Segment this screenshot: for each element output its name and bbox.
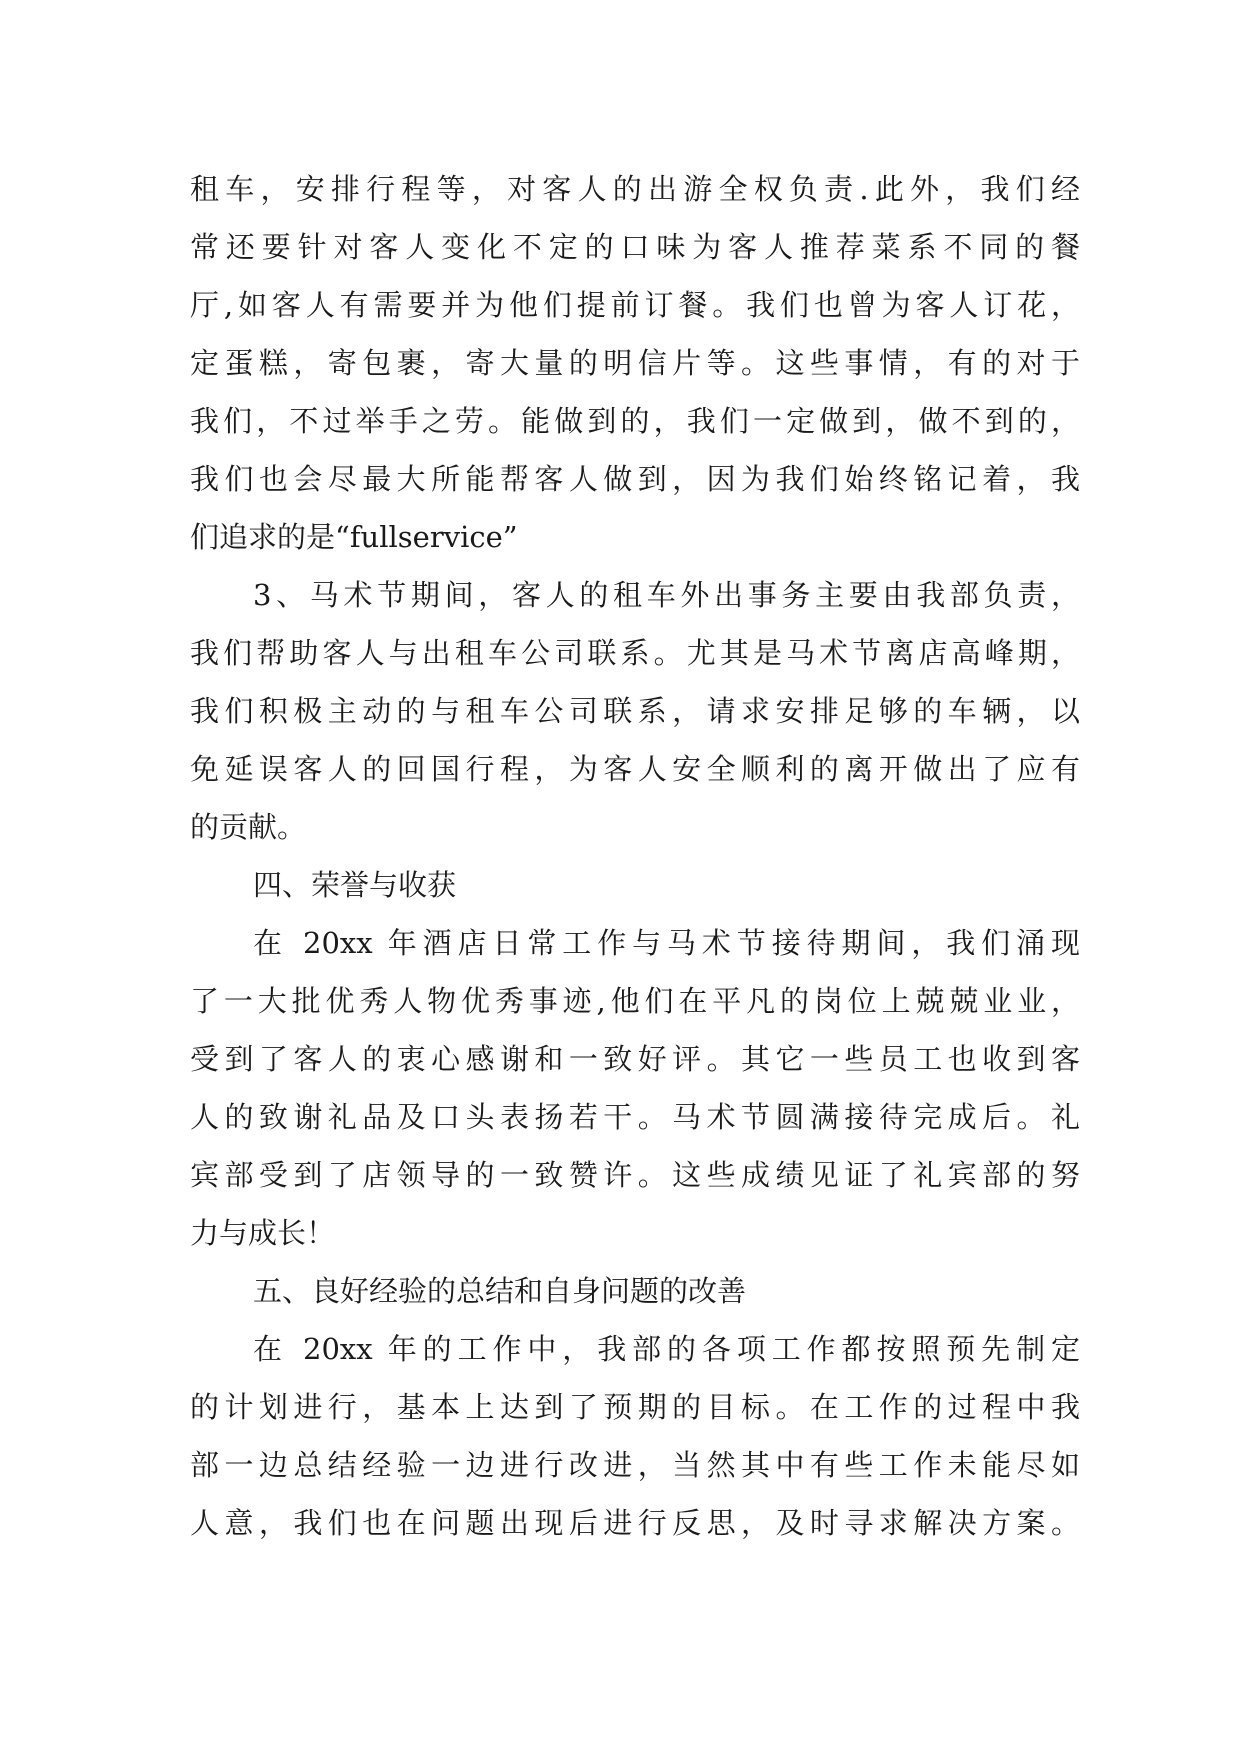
text-line: 们追求的是“fullservice” — [190, 520, 518, 554]
text-line: 受到了客人的衷心感谢和一致好评。其它一些员工也收到客 — [190, 1042, 1080, 1076]
text-line: 四、荣誉与收获 — [253, 868, 457, 902]
text-line: 我们帮助客人与出租车公司联系。尤其是马术节离店高峰期， — [190, 636, 1080, 670]
text-line: 我们积极主动的与租车公司联系，请求安排足够的车辆，以 — [190, 694, 1080, 728]
text-line: 部一边总结经验一边进行改进，当然其中有些工作未能尽如 — [190, 1448, 1080, 1482]
text-line: 在 20xx 年酒店日常工作与马术节接待期间，我们涌现 — [253, 926, 1080, 960]
text-line: 宾部受到了店领导的一致赞许。这些成绩见证了礼宾部的努 — [190, 1158, 1080, 1192]
text-line: 免延误客人的回国行程，为客人安全顺利的离开做出了应有 — [190, 752, 1080, 786]
text-line: 的贡献。 — [190, 810, 307, 844]
text-line: 力与成长！ — [190, 1216, 336, 1250]
text-line: 厅,如客人有需要并为他们提前订餐。我们也曾为客人订花， — [190, 288, 1080, 322]
text-line: 人的致谢礼品及口头表扬若干。马术节圆满接待完成后。礼 — [190, 1100, 1080, 1134]
text-line: 常还要针对客人变化不定的口味为客人推荐菜系不同的餐 — [190, 230, 1080, 264]
text-line: 五、良好经验的总结和自身问题的改善 — [253, 1274, 747, 1308]
text-line: 我们也会尽最大所能帮客人做到，因为我们始终铭记着，我 — [190, 462, 1080, 496]
text-line: 我们，不过举手之劳。能做到的，我们一定做到，做不到的， — [190, 404, 1080, 438]
text-line: 了一大批优秀人物优秀事迹,他们在平凡的岗位上兢兢业业， — [190, 984, 1080, 1018]
text-line: 在 20xx 年的工作中，我部的各项工作都按照预先制定 — [253, 1332, 1080, 1366]
text-line: 3、马术节期间，客人的租车外出事务主要由我部负责， — [253, 578, 1080, 612]
document-body — [190, 160, 1080, 1552]
text-line: 人意，我们也在问题出现后进行反思，及时寻求解决方案。 — [190, 1506, 1080, 1540]
text-line: 租车，安排行程等，对客人的出游全权负责.此外，我们经 — [190, 172, 1080, 206]
text-line: 的计划进行，基本上达到了预期的目标。在工作的过程中我 — [190, 1390, 1080, 1424]
text-line: 定蛋糕，寄包裹，寄大量的明信片等。这些事情，有的对于 — [190, 346, 1080, 380]
